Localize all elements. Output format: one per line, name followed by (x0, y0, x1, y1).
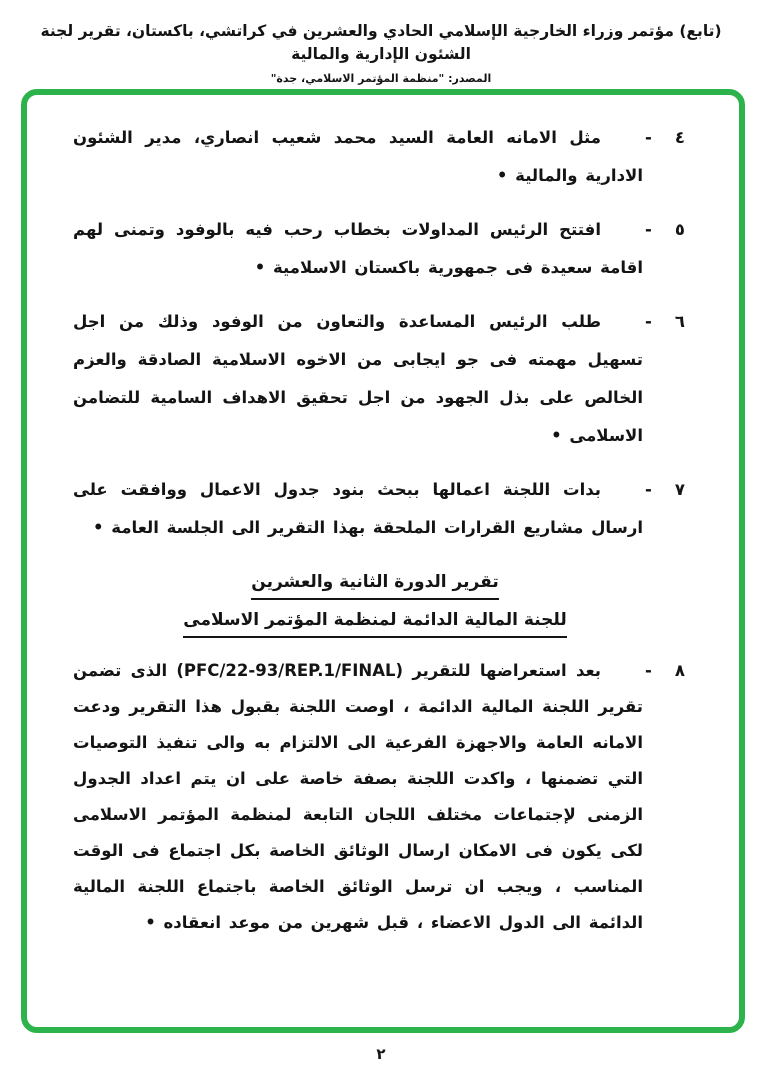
item-7-number: ٧ (674, 480, 685, 499)
item-8-dash: - (645, 661, 652, 680)
header-title: (تابع) مؤتمر وزراء الخارجية الإسلامي الحادي والعشرين في كراتشي، باكستان، تقرير لجنة الشئون الإدارية والمالية (40, 22, 722, 64)
item-4-marker (645, 119, 685, 157)
item-6-dash: - (645, 312, 652, 331)
item-4-number: ٤ (674, 128, 685, 147)
item-6-text: طلب الرئيس المساعدة والتعاون من الوفود وذلك من اجل تسهيل مهمته فى جو ايجابى من الاخوه الاسلامية الصادقة والعزم الخالص على بذل الجهود من اجل تحقيق الاهداف السامية للتضامن الاسلامى • (73, 312, 643, 445)
item-6-marker (645, 303, 685, 341)
item-7-dash: - (645, 480, 652, 499)
numbered-item-5 (73, 211, 685, 287)
item-5-text: افتتح الرئيس المداولات بخطاب رحب فيه بالوفود وتمنى لهم اقامة سعيدة فى جمهورية باكستان الاسلامية • (73, 220, 643, 277)
item-8-number: ٨ (674, 661, 685, 680)
section-heading-line2: للجنة المالية الدائمة لمنظمة المؤتمر الاسلامى (183, 608, 566, 638)
item-4-text: مثل الامانه العامة السيد محمد شعيب انصاري، مدير الشئون الادارية والمالية • (73, 128, 643, 185)
numbered-item-4 (73, 119, 685, 195)
item-6-number: ٦ (674, 312, 685, 331)
item-4-dash: - (645, 128, 652, 147)
item-7-marker (645, 471, 685, 509)
page-number: ٢ (376, 1045, 386, 1063)
numbered-item-6 (73, 303, 685, 455)
green-border-content-box (21, 89, 745, 1033)
numbered-item-7 (73, 471, 685, 547)
item-8-marker (645, 653, 685, 689)
section-heading (73, 563, 677, 639)
document-header (30, 20, 732, 85)
item-8-text: بعد استعراضها للتقرير (PFC/22-93/REP.1/FINAL) الذى تضمن تقرير اللجنة المالية الدائمة ، اوصت اللجنة بقبول هذا التقرير ودعت الامانه العامة والاجهزة الفرعية الى الالتزام به والى تنفيذ التوصيات التي تضمنها ، واكدت اللجنة بصفة خاصة على ان يتم اعداد الجدول الزمنى لإجتماعات مختلف اللجان التابعة لمنظمة المؤتمر الاسلامى لكى يكون فى الامكان ارسال الوثائق الخاصة بكل اجتماع فى الوقت المناسب ، ويجب ان ترسل الوثائق الخاصة باجتماع اللجنة المالية الدائمة الى الدول الاعضاء ، قبل شهرين من موعد انعقاده • (73, 661, 643, 932)
item-5-marker (645, 211, 685, 249)
section-heading-line1: تقرير الدورة الثانية والعشرين (251, 570, 498, 600)
item-7-text: بدات اللجنة اعمالها ببحث بنود جدول الاعمال ووافقت على ارسال مشاريع القرارات الملحقة بهذا التقرير الى الجلسة العامة • (73, 480, 643, 537)
item-5-number: ٥ (674, 220, 685, 239)
header-source: المصدر: "منظمة المؤتمر الاسلامي، جدة" (270, 71, 492, 85)
item-5-dash: - (645, 220, 652, 239)
numbered-item-8 (73, 653, 685, 941)
